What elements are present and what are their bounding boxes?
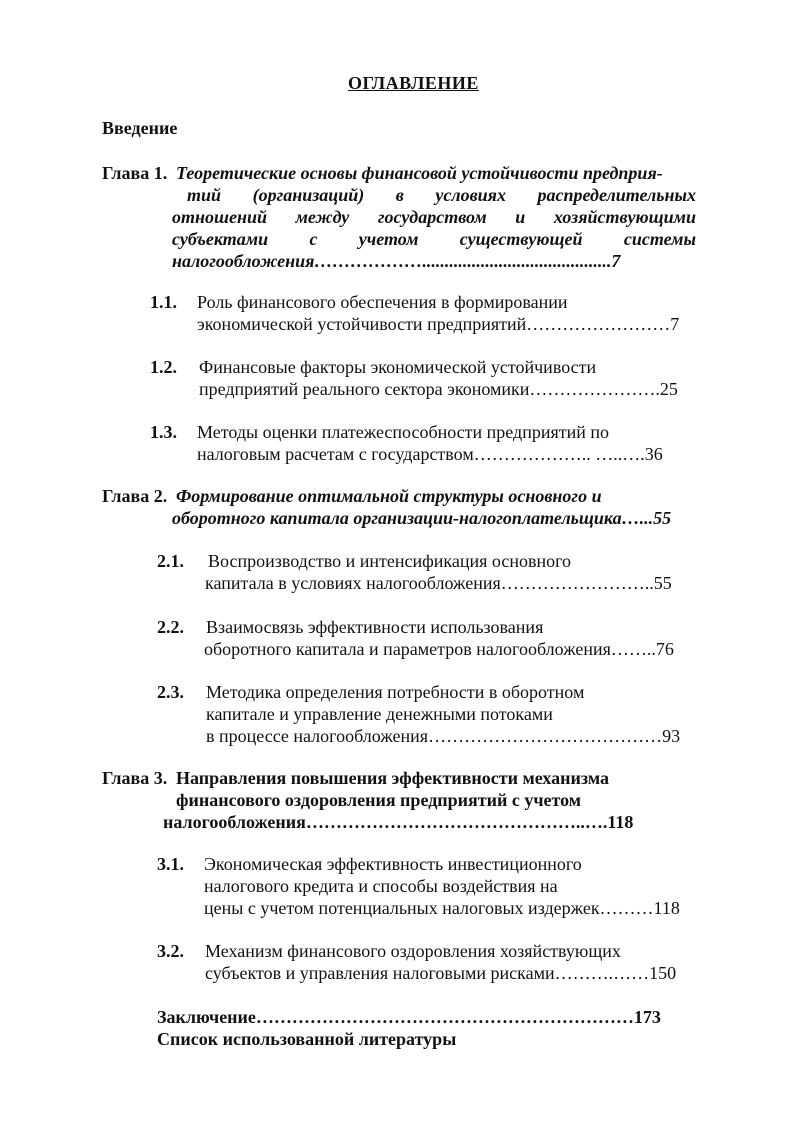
section-title-line: налоговым расчетам с государством……………….. …..….36	[197, 444, 663, 464]
chapter-1-label: Глава 1.	[102, 163, 168, 183]
chapter-2-title-line: Формирование оптимальной структуры основного и	[176, 486, 602, 506]
chapter-2-title-line: оборотного капитала организации-налогоплательщика…...55	[172, 508, 672, 528]
section-title-line: Механизм финансового оздоровления хозяйствующих	[205, 941, 621, 961]
section-title-line: Финансовые факторы экономической устойчивости	[199, 357, 597, 377]
toc-intro: Введение	[102, 118, 178, 138]
section-title-line: в процессе налогообложения…………………………………93	[206, 726, 681, 746]
chapter-1-title-line: отношений между государством и хозяйствующими	[172, 207, 696, 227]
section-number: 2.3.	[157, 682, 184, 702]
section-title-line: Экономическая эффективность инвестиционного	[204, 854, 582, 874]
section-title-line: Взаимосвязь эффективности использования	[206, 617, 544, 637]
section-title-line: капитале и управление денежными потоками	[206, 704, 553, 724]
chapter-3-label: Глава 3.	[102, 768, 168, 788]
section-title-line: налогового кредита и способы воздействия на	[204, 876, 558, 896]
chapter-1-title-line: тий (организаций) в условиях распределительных	[187, 185, 696, 205]
chapter-1-title-line: Теоретические основы финансовой устойчивости предприя-	[176, 163, 663, 183]
chapter-2-label: Глава 2.	[102, 486, 168, 506]
section-number: 2.2.	[157, 617, 184, 637]
section-title-line: цены с учетом потенциальных налоговых издержек………118	[204, 898, 680, 918]
section-title-line: оборотного капитала и параметров налогообложения……..76	[204, 639, 674, 659]
section-title-line: Методы оценки платежеспособности предприятий по	[197, 422, 610, 442]
section-number: 1.1.	[150, 292, 177, 312]
section-number: 3.1.	[157, 854, 184, 874]
section-title-line: экономической устойчивости предприятий……………………7	[197, 314, 680, 334]
section-title-line: предприятий реального сектора экономики………………….25	[199, 379, 678, 399]
chapter-1-title-line: субъектами с учетом существующей системы	[172, 229, 696, 249]
chapter-1-title-line: налогообложения………………..........................................7	[172, 251, 621, 271]
section-title-line: Методика определения потребности в оборотном	[206, 682, 585, 702]
section-title-line: капитала в условиях налогообложения……………………..55	[205, 573, 672, 593]
section-number: 1.2.	[150, 357, 177, 377]
section-title-line: Роль финансового обеспечения в формировании	[197, 292, 568, 312]
section-title-line: Воспроизводство и интенсификация основного	[208, 551, 572, 571]
section-number: 2.1.	[157, 551, 184, 571]
section-number: 3.2.	[157, 941, 184, 961]
toc-bibliography: Список использованной литературы	[157, 1029, 457, 1049]
section-number: 1.3.	[150, 422, 177, 442]
chapter-3-title-line: налогообложения………………………………………..….118	[163, 812, 634, 832]
chapter-3-title-line: Направления повышения эффективности механизма	[176, 768, 610, 788]
section-title-line: субъектов и управления налоговыми рисками……….……150	[205, 963, 677, 983]
page-title: ОГЛАВЛЕНИЕ	[348, 73, 479, 93]
toc-conclusion: Заключение………………………………………………………173	[157, 1007, 661, 1027]
chapter-3-title-line: финансового оздоровления предприятий с учетом	[176, 790, 582, 810]
